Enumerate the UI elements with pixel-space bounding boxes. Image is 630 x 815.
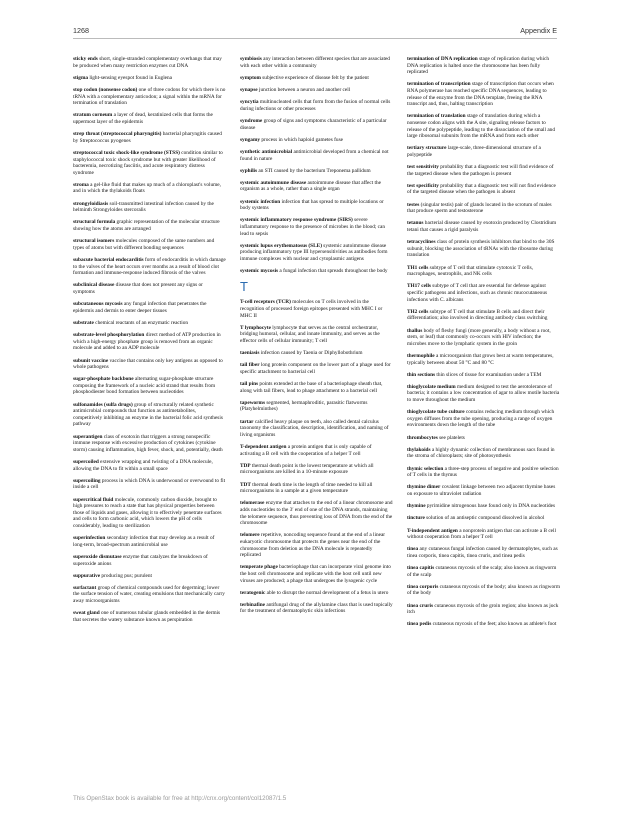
glossary-term: systemic autoimmune disease	[240, 179, 307, 186]
glossary-entry	[73, 282, 226, 295]
glossary-column-1	[73, 56, 226, 782]
glossary-definition: one of three codons for which there is no tRNA with a complementary anticodon; a signal within the mRNA for termination of translation	[73, 86, 226, 107]
glossary-term: syndrome	[240, 117, 263, 124]
glossary-entry	[407, 202, 560, 215]
glossary-entry	[73, 358, 226, 371]
glossary-entry	[240, 532, 393, 558]
glossary-definition: cutaneous mycosis of the scalp; also known as ringworm of the scalp	[407, 565, 557, 578]
glossary-term: tinea corporis	[407, 583, 439, 590]
glossary-term: structural formula	[73, 219, 116, 226]
glossary-definition: bacterial disease caused by exotoxin produced by Clostridium tetani that causes a rigid paralysis	[407, 220, 557, 234]
glossary-entry	[407, 584, 560, 597]
glossary-definition: thin slices of tissue for examination under a TEM	[435, 371, 542, 378]
glossary-definition: repetitive, noncoding sequence found at the end of a linear eukaryotic chromosome that protects the genes near the end of the chromosome from deletion as the DNA molecule is repeatedly replicated	[240, 532, 386, 559]
glossary-entry	[73, 257, 226, 277]
glossary-term: supercoiled	[73, 459, 99, 465]
glossary-entry	[240, 87, 393, 94]
glossary-term: stop codon (nonsense codon)	[73, 86, 138, 93]
glossary-definition: pyrimidine nitrogenous base found only in DNA nucleotides	[425, 503, 556, 510]
glossary-term: systemic mycosis	[240, 268, 279, 275]
glossary-entry	[407, 328, 560, 348]
glossary-term: taeniasis	[240, 350, 260, 357]
glossary-definition: large-scale, three-dimensional structure of a polypeptide	[407, 145, 541, 158]
glossary-term: streptococcal toxic shock-like syndrome (STSS)	[73, 149, 180, 156]
glossary-term: tapeworms	[240, 399, 266, 406]
glossary-definition: lymphocyte that serves as the central orchestrator, bridging humoral, cellular, and innate immunity, and serves as the effector cells of cellular immunity; T cell	[240, 324, 380, 344]
glossary-entry	[407, 183, 560, 196]
glossary-entry	[240, 381, 393, 394]
glossary-term: thymine	[407, 503, 426, 510]
glossary-definition: a protein antigen that is only capable of activating a B cell with the cooperation of a helper T cell	[240, 444, 372, 457]
glossary-entry	[407, 503, 560, 510]
glossary-term: substrate-level phosphorylation	[73, 332, 145, 339]
glossary-entry	[73, 201, 226, 214]
glossary-term: supercritical fluid	[73, 496, 114, 503]
glossary-term: structural isomers	[73, 238, 115, 245]
glossary-definition: a three-step process of negative and positive selection of T cells in the thymus	[407, 465, 559, 479]
glossary-definition: infection caused by Taenia or Diphyllobothrium	[259, 350, 363, 357]
glossary-definition: chemical reactants of an enzymatic reaction	[93, 319, 189, 326]
glossary-definition: a fungal infection that spreads throughout the body	[278, 268, 388, 275]
glossary-term: stigma	[73, 74, 89, 81]
glossary-definition: disease that does not present any signs or symptoms	[73, 282, 203, 295]
glossary-definition: subtype of T cell that are essential for defense against specific pathogens and infections, such as chronic mucocutaneous infections with C. albicans	[407, 283, 548, 303]
glossary-definition: enzyme that attaches to the end of a linear chromosome and adds nucleotides to the 3′ end of one of the DNA strands, maintaining the telomere sequence, thus preventing loss of DNA from the end of the chromosome	[240, 500, 393, 527]
glossary-definition: probability that a diagnostic test will not find evidence of the targeted disease when the pathogen is absent	[407, 182, 556, 196]
glossary-definition: a microorganism that grows best at warm temperatures, typically between about 50 °C and 80 °C	[407, 352, 554, 366]
glossary-definition: body of fleshy fungi (more generally, a body without a root, stem, or leaf) that commonly co-occurs with HIV infection; the microbes move to the lymphatic system in the groin	[407, 327, 551, 347]
glossary-entry	[407, 546, 560, 559]
glossary-definition: see platelets	[437, 434, 465, 441]
glossary-definition: (singular testis) pair of glands located in the scrotum of males that produce sperm and testosterone	[407, 201, 552, 215]
glossary-entry	[240, 419, 393, 439]
glossary-entry	[73, 301, 226, 314]
glossary-term: subunit vaccine	[73, 357, 109, 364]
glossary-entry	[240, 118, 393, 131]
glossary-term: thymic selection	[407, 465, 444, 472]
glossary-term: TH2 cells	[407, 308, 429, 315]
glossary-definition: a gel-like fluid that makes up much of a chloroplast's volume, and in which the thylakoids floats	[73, 181, 221, 195]
glossary-entry	[407, 528, 560, 541]
glossary-entry	[240, 362, 393, 375]
glossary-term: symptom	[240, 74, 261, 81]
glossary-entry	[73, 75, 226, 82]
glossary-term: telomerase	[240, 500, 265, 507]
glossary-definition: junction between a neuron and another cell	[257, 86, 351, 93]
glossary-definition: extensive wrapping and twisting of a DNA molecule, allowing the DNA to fit within a small space	[73, 459, 213, 472]
glossary-entry	[407, 603, 560, 616]
glossary-definition: short, single-stranded complementary overhangs that may be produced when many restriction enzymes cut DNA	[73, 56, 222, 69]
glossary-entry	[240, 444, 393, 457]
glossary-term: substrate	[73, 319, 94, 326]
glossary-entry	[73, 320, 226, 327]
glossary-entry	[407, 384, 560, 404]
glossary-definition: severe inflammatory response to the presence of microbes in the blood; can lead to sepsis	[240, 217, 386, 237]
glossary-definition: bacterial pharyngitis caused by Streptococcus pyogenes	[73, 131, 222, 144]
glossary-term: thioglycolate medium	[407, 383, 456, 390]
glossary-term: test sensitivity	[407, 164, 439, 171]
glossary-entry	[407, 164, 560, 177]
glossary-definition: multinucleated cells that form from the fusion of normal cells during infections or other processes	[240, 99, 391, 112]
glossary-definition: covalent linkage between two adjacent thymine bases on exposure to ultraviolet radiation	[407, 484, 556, 497]
glossary-definition: thermal death point is the lowest temperature at which all microorganisms are killed in a 10-minute exposure	[240, 462, 374, 476]
glossary-definition: process in which haploid gametes fuse	[260, 136, 343, 143]
glossary-definition: condition similar to staphylococcal toxic shock syndrome but with greater likelihood of bacteremia, necrotizing fasciitis, and acute respiratory distress syndrome	[73, 149, 223, 176]
glossary-entry	[407, 515, 560, 522]
glossary-definition: producing pus; purulent	[100, 572, 153, 579]
glossary-term: T-cell receptors (TCR)	[240, 299, 291, 306]
glossary-definition: class of protein synthesis inhibitors that bind to the 30S subunit, blocking the association of tRNAs with the ribosome during translation	[407, 239, 555, 259]
glossary-definition: enzyme that catalyzes the breakdown of superoxide anions	[73, 553, 208, 567]
glossary-definition: class of exotoxin that triggers a strong nonspecific immune response with excessive production of cytokines (cytokine storm) causing inflammation, high fever, shock, and, potentially, death	[73, 433, 223, 453]
glossary-definition: any fungal infection that penetrates the epidermis and dermis to enter deeper tissues	[73, 301, 207, 314]
glossary-column-3	[407, 56, 560, 782]
glossary-definition: probability that a diagnostic test will find evidence of the targeted disease when the pathogen is present	[407, 164, 554, 177]
glossary-entry	[407, 409, 560, 429]
glossary-term: subclinical disease	[73, 282, 115, 289]
section-title: Appendix E	[520, 26, 557, 35]
glossary-entry	[407, 372, 560, 379]
glossary-entry	[407, 81, 560, 107]
glossary-definition: a layer of dead, keratinized cells that forms the uppermost layer of the epidermis	[73, 112, 213, 125]
glossary-definition: thermal death time is the length of time needed to kill all microorganisms in a sample at a given temperature	[240, 481, 373, 495]
glossary-definition: molecule, commonly carbon dioxide, brought to high pressures to reach a state that has physical properties between those of liquids and gases, allowing it to effectively penetrate surfaces and cells to form carbonic acid, which lowers the pH of cells considerably, leading to sterilization	[73, 496, 222, 529]
glossary-term: thioglycolate tube culture	[407, 409, 465, 416]
glossary-term: synthetic antimicrobial	[240, 148, 293, 155]
page-header	[73, 26, 557, 38]
glossary-entry	[240, 482, 393, 495]
glossary-entry	[407, 466, 560, 479]
glossary-entry	[240, 199, 393, 212]
glossary-definition: stage of transcription that occurs when RNA polymerase has reached specific DNA sequences, leading to release of the enzyme from the DNA template, freeing the RNA transcript and, thus, halting transcription	[407, 81, 554, 108]
glossary-entry	[240, 400, 393, 413]
glossary-definition: cutaneous mycosis of the body; also known as ringworm of the body	[407, 583, 561, 597]
glossary-term: tinea capitis	[407, 565, 435, 572]
header-divider	[73, 38, 557, 39]
glossary-definition: any interaction between different species that are associated with each other within a community	[240, 56, 390, 69]
glossary-term: superantigen	[73, 433, 103, 440]
glossary-term: synapse	[240, 86, 258, 93]
glossary-term: TDT	[240, 481, 251, 488]
glossary-entry	[407, 435, 560, 442]
glossary-columns	[73, 56, 560, 782]
glossary-term: sulfonamides (sulfa drugs)	[73, 401, 133, 408]
glossary-definition: cutaneous mycosis of the feet; also known as athlete's foot	[431, 621, 557, 628]
glossary-term: termination of translation	[407, 113, 466, 120]
glossary-definition: stage of replication during which DNA replication is halted once the chromosome has been fully replicated	[407, 56, 550, 76]
glossary-term: systemic infection	[240, 198, 281, 205]
glossary-definition: antifungal drug of the allylamine class that is used topically for the treatment of dermatophytic skin infections	[240, 601, 393, 615]
glossary-entry	[240, 243, 393, 263]
glossary-term: tetracyclines	[407, 239, 436, 246]
glossary-entry	[407, 56, 560, 76]
glossary-definition: contains reducing medium through which oxygen diffuses from the tube opening, producing a range of oxygen environments down the length of the tube	[407, 409, 555, 429]
glossary-term: T lymphocyte	[240, 324, 271, 331]
glossary-term: teratogenic	[240, 589, 266, 596]
page-footer: This OpenStax book is available for free at http://cnx.org/content/col12087/1.5	[73, 795, 287, 802]
glossary-entry	[73, 497, 226, 530]
glossary-term: termination of transcription	[407, 81, 471, 88]
glossary-term: strongyloidiasis	[73, 200, 109, 207]
glossary-entry	[73, 219, 226, 232]
glossary-entry	[240, 56, 393, 69]
glossary-definition: graphic representation of the molecular structure showing how the atoms are arranged	[73, 219, 220, 233]
glossary-definition: molecules on T cells involved in the recognition of processed foreign epitopes presented with MHC I or MHC II	[240, 299, 383, 319]
glossary-entry	[240, 180, 393, 193]
glossary-definition: soil-transmitted intestinal infection caused by the helminth Strongyloides stercoralis	[73, 200, 214, 214]
glossary-entry	[240, 350, 393, 357]
glossary-entry	[240, 602, 393, 615]
glossary-entry	[73, 610, 226, 623]
glossary-entry	[407, 565, 560, 578]
glossary-definition: group of signs and symptoms characteristic of a particular disease	[240, 117, 387, 131]
glossary-entry	[407, 309, 560, 322]
glossary-entry	[407, 621, 560, 628]
glossary-entry	[240, 590, 393, 597]
glossary-term: subacute bacterial endocarditis	[73, 257, 144, 263]
glossary-term: thin sections	[407, 371, 436, 378]
glossary-entry	[73, 535, 226, 548]
glossary-term: stratum corneum	[73, 112, 113, 119]
glossary-definition: vaccine that contains only key antigens as opposed to whole pathogens	[73, 357, 223, 371]
glossary-entry	[73, 87, 226, 107]
glossary-term: TDP	[240, 462, 251, 469]
glossary-term: thallus	[407, 327, 423, 334]
glossary-definition: infection that has spread to multiple locations or body systems	[240, 198, 384, 212]
glossary-definition: alternating sugar-phosphate structure composing the framework of a nucleic acid strand that results from phosphodiester bond formation between nucleotides	[73, 376, 216, 396]
glossary-entry	[407, 239, 560, 259]
glossary-entry	[73, 56, 226, 69]
glossary-entry	[73, 478, 226, 491]
glossary-definition: one of numerous tubular glands embedded in the dermis that secretes the watery substance known as perspiration	[73, 610, 221, 623]
glossary-definition: molecules composed of the same numbers and types of atoms but with different bonding sequences	[73, 238, 215, 251]
glossary-entry	[240, 299, 393, 319]
glossary-term: T-dependent antigen	[240, 444, 287, 451]
glossary-entry	[407, 353, 560, 366]
glossary-term: subcutaneous mycosis	[73, 301, 123, 308]
glossary-term: superoxide dismutase	[73, 553, 122, 560]
glossary-term: suppurative	[73, 572, 101, 579]
glossary-definition: points extended at the base of a bacteriophage sheath that, along with tail fibers, lead to phage attachment to a bacterial cell	[240, 381, 383, 394]
glossary-term: thymine dimer	[407, 484, 441, 491]
section-letter-heading: T	[240, 279, 248, 295]
glossary-term: TH17 cells	[407, 283, 431, 290]
glossary-term: surfactant	[73, 584, 97, 591]
glossary-definition: group of chemical compounds used for degerming; lower the surface tension of water, creating emulsions that mechanically carry away microorganisms	[73, 584, 225, 605]
glossary-term: TH1 cells	[407, 264, 429, 271]
glossary-term: tetanus	[407, 220, 424, 227]
glossary-term: tail fiber	[240, 362, 260, 369]
glossary-definition: secondary infection that may develop as a result of long-term, broad-spectrum antimicrobial use	[73, 535, 215, 548]
glossary-definition: a highly dynamic collection of membranous sacs found in the stroma of chloroplasts; site of photosynthesis	[407, 446, 555, 460]
glossary-entry	[240, 500, 393, 526]
glossary-entry	[240, 463, 393, 476]
glossary-definition: calcified heavy plaque on teeth, also called dental calculus taxonomy the classification, description, identification, and naming of living organisms	[240, 418, 389, 438]
glossary-entry	[73, 573, 226, 580]
glossary-term: stroma	[73, 181, 89, 188]
glossary-definition: direct method of ATP production in which a high-energy phosphate group is removed from an organic molecule and added to an ADP molecule	[73, 332, 221, 352]
glossary-term: tartar	[240, 418, 254, 425]
glossary-term: tertiary structure	[407, 145, 447, 152]
glossary-term: T-independent antigen	[407, 527, 458, 534]
glossary-entry	[240, 149, 393, 162]
glossary-definition: cutaneous mycosis of the groin region; also known as jock itch	[407, 602, 559, 616]
glossary-definition: a nonprotein antigen that can activate a B cell without cooperation from a helper T cell	[407, 527, 556, 541]
glossary-definition: group of structurally related synthetic antimicrobial compounds that function as antimetabolites, competitively inhibiting an enzyme in the bacterial folic acid synthesis pathway	[73, 401, 223, 428]
glossary-definition: medium designed to test the aerotolerance of bacteria; it contains a low concentration of agar to allow motile bacteria to move throughout the medium	[407, 383, 560, 404]
glossary-definition: bacteriophage that can incorporate viral genome into the host cell chromosome and replicate with the host cell until new viruses are produced; a phage that undergoes the lysogenic cycle	[240, 564, 391, 584]
glossary-definition: subtype of T cell that stimulate cytotoxic T cells, macrophages, neutrophils, and NK cells	[407, 264, 533, 278]
glossary-entry	[407, 283, 560, 303]
glossary-definition: stage of translation during which a nonsense codon aligns with the A site, signaling release factors to release of the polypeptide, leading to the dissociation of the small and large ribosomal subunits from the mRNA and from each other	[407, 113, 555, 140]
glossary-definition: any cutaneous fungal infection caused by dermatophytes, such as tinea corporis, tinea capitis, tinea cruris, and tinea pedis	[407, 546, 558, 559]
glossary-entry	[407, 145, 560, 158]
glossary-term: syngamy	[240, 136, 261, 143]
glossary-entry	[73, 434, 226, 454]
glossary-term: superinfection	[73, 535, 106, 542]
glossary-definition: solution of an antiseptic compound dissolved in alcohol	[424, 515, 545, 522]
glossary-term: telomere	[240, 532, 260, 539]
glossary-entry	[73, 332, 226, 352]
glossary-term: strep throat (streptococcal pharyngitis)	[73, 131, 162, 138]
glossary-definition: systemic autoimmune disease producing inflammatory type III hypersensitivities as antibodies form immune complexes with nuclear and cytoplasmic antigens	[240, 242, 388, 262]
glossary-term: syphilis	[240, 167, 258, 174]
glossary-definition: able to disrupt the normal development of a fetus in utero	[265, 589, 389, 596]
glossary-term: tincture	[407, 515, 425, 522]
glossary-term: supercoiling	[73, 477, 101, 484]
glossary-term: syncytia	[240, 99, 259, 106]
glossary-column-2	[240, 56, 393, 782]
glossary-term: testes	[407, 201, 420, 208]
glossary-definition: antimicrobial developed from a chemical not found in nature	[240, 148, 389, 162]
glossary-entry	[73, 131, 226, 144]
glossary-entry	[407, 220, 560, 233]
glossary-entry	[73, 376, 226, 396]
page-number: 1268	[73, 26, 89, 35]
glossary-term: terbinafine	[240, 601, 266, 608]
glossary-entry	[73, 585, 226, 605]
glossary-entry	[407, 484, 560, 497]
glossary-definition: light-sensing eyespot found in Euglena	[88, 74, 173, 81]
glossary-term: tinea cruris	[407, 602, 434, 609]
glossary-term: systemic inflammatory response syndrome (SIRS)	[240, 217, 353, 224]
glossary-entry	[73, 238, 226, 251]
glossary-term: termination of DNA replication	[407, 56, 478, 62]
glossary-term: sugar-phosphate backbone	[73, 376, 134, 383]
glossary-entry	[240, 99, 393, 112]
glossary-definition: segmented, hermaphroditic, parasitic flatworms (Platyhelminthes)	[240, 399, 368, 413]
glossary-entry	[407, 113, 560, 139]
glossary-entry	[73, 402, 226, 428]
glossary-entry	[73, 182, 226, 195]
glossary-entry	[73, 459, 226, 472]
glossary-definition: form of endocarditis in which damage to the valves of the heart occurs over months as a result of blood clot formation and immune-response induced fibrosis of the valves	[73, 257, 226, 277]
glossary-term: symbiosis	[240, 56, 262, 62]
glossary-term: tinea	[407, 546, 419, 553]
glossary-term: test specificity	[407, 182, 439, 189]
glossary-entry	[240, 564, 393, 584]
glossary-entry	[407, 447, 560, 460]
glossary-entry	[73, 112, 226, 125]
glossary-term: tail pins	[240, 381, 259, 388]
glossary-term: sticky ends	[73, 56, 98, 62]
glossary-entry	[240, 325, 393, 345]
glossary-term: tinea pedis	[407, 621, 432, 628]
glossary-entry	[240, 217, 393, 237]
glossary-definition: autoimmune disease that affect the organism as a whole, rather than a single organ	[240, 179, 381, 193]
glossary-entry	[240, 75, 393, 82]
glossary-definition: long protein component on the lower part of a phage used for specific attachment to bacterial cell	[240, 362, 391, 375]
glossary-definition: subtype of T cell that stimulate B cells and direct their differentiation; also involved in directing antibody class switching	[407, 308, 548, 322]
glossary-entry	[240, 137, 393, 144]
glossary-term: thermophile	[407, 352, 435, 359]
glossary-term: thrombocytes	[407, 434, 438, 441]
glossary-entry	[240, 268, 393, 275]
glossary-entry	[73, 554, 226, 567]
glossary-entry	[407, 265, 560, 278]
glossary-term: thylakoids	[407, 446, 431, 453]
glossary-entry	[240, 168, 393, 175]
glossary-definition: process in which DNA is underwound or overwound to fit inside a cell	[73, 477, 226, 491]
glossary-term: temperate phage	[240, 564, 278, 571]
glossary-entry	[73, 150, 226, 176]
glossary-definition: an STI caused by the bacterium Treponema pallidum	[257, 167, 371, 174]
glossary-term: systemic lupus erythematosus (SLE)	[240, 242, 322, 249]
glossary-definition: subjective experience of disease felt by the patient	[260, 74, 369, 81]
glossary-term: sweat gland	[73, 610, 100, 617]
